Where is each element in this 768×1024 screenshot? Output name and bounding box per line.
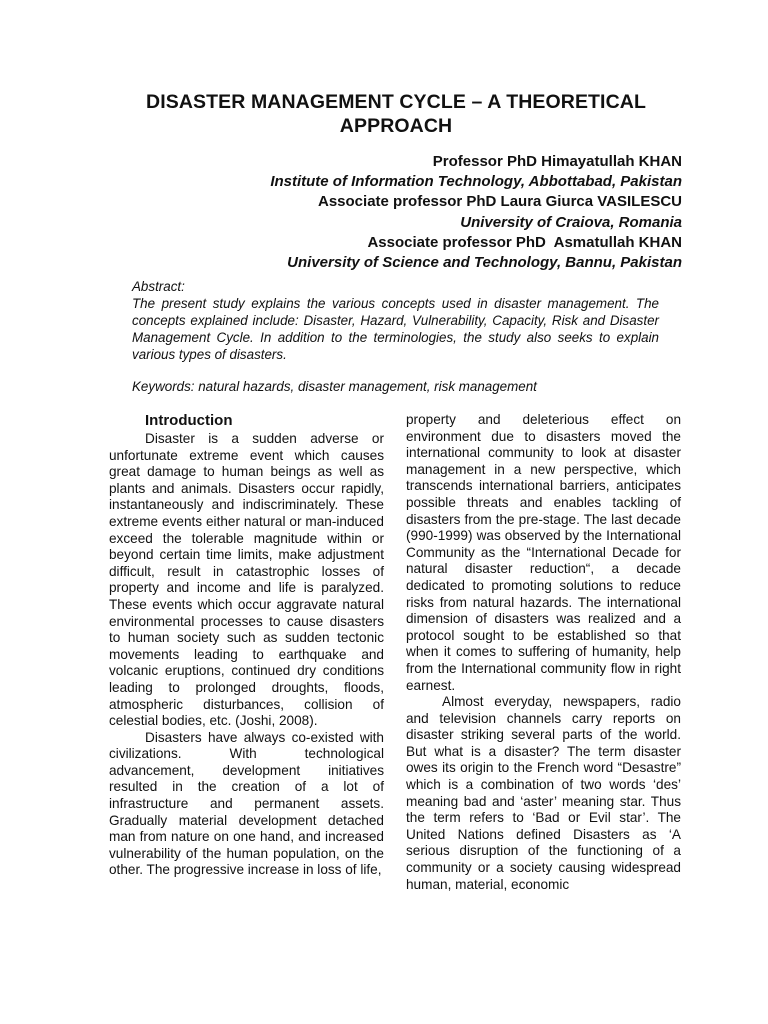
abstract-text: The present study explains the various concepts used in disaster management. The concepts explained include: Disaster, Hazard, Vulnerability, Capacity, Risk and Disaster Management Cycle. In addition to the terminologies, the study also seeks to explain various types of disasters. bbox=[132, 295, 659, 362]
body-paragraph: property and deleterious effect on environment due to disasters moved the international community to look at disaster management in a new perspective, which transcends international barriers, anticipates possible threats and enables tackling of disasters from the pre-stage. The last decade (990-1999) was observed by the International Community as the “International Decade for natural disaster reduction“, a decade dedicated to promoting solutions to reduce risks from natural hazards. The international dimension of disasters was realized and a protocol sought to be established so that when it comes to suffering of humanity, help from the International community flow in right earnest. bbox=[406, 412, 681, 693]
keywords: Keywords: natural hazards, disaster management, risk management bbox=[132, 379, 537, 394]
paper-title: DISASTER MANAGEMENT CYCLE – A THEORETICAL APPROACH bbox=[146, 91, 646, 137]
body-paragraph: Disaster is a sudden adverse or unfortunate extreme event which causes great damage to human beings as well as plants and animals. Disasters occur rapidly, instantaneously and indiscriminately. These extreme events either natural or man-induced exceed the tolerable magnitude within or beyond certain time limits, make adjustment difficult, result in catastrophic losses of property and income and life is paralyzed. These events which occur aggravate natural environmental processes to cause disasters to human society such as sudden tectonic movements leading to earthquake and volcanic eruptions, continued dry conditions leading to prolonged droughts, floods, atmospheric disturbances, collision of celestial bodies, etc. (Joshi, 2008). bbox=[109, 431, 384, 729]
author-3-name: Associate professor PhD Asmatullah KHAN bbox=[367, 233, 682, 251]
body-paragraph: Almost everyday, newspapers, radio and television channels carry reports on disaster striking several parts of the world. But what is a disaster? The term disaster owes its origin to the French word “Desastre” which is a combination of two words ‘des’ meaning bad and ‘aster’ meaning star. Thus the term refers to ‘Bad or Evil star’. The United Nations defined Disasters as ‘A serious disruption of the functioning of a community or a society causing widespread human, material, economic bbox=[406, 694, 681, 892]
left-column bbox=[109, 412, 384, 879]
author-1-affiliation: Institute of Information Technology, Abbottabad, Pakistan bbox=[270, 173, 682, 191]
author-1-name: Professor PhD Himayatullah KHAN bbox=[432, 153, 682, 170]
abstract bbox=[132, 279, 659, 364]
author-block bbox=[140, 152, 682, 273]
author-3-affiliation: University of Science and Technology, Bannu, Pakistan bbox=[287, 254, 682, 272]
author-2-name: Associate professor PhD Laura Giurca VASILESCU bbox=[318, 193, 682, 211]
author-2-affiliation: University of Craiova, Romania bbox=[460, 213, 682, 231]
abstract-label: Abstract: bbox=[132, 279, 185, 294]
body-paragraph: Disasters have always co-existed with civilizations. With technological advancement, development initiatives resulted in the creation of a lot of infrastructure and permanent assets. Gradually material development detached man from nature on one hand, and increased vulnerability of the human population, on the other. The progressive increase in loss of life, bbox=[109, 729, 384, 878]
right-column bbox=[406, 412, 681, 893]
introduction-heading: Introduction bbox=[145, 412, 233, 429]
